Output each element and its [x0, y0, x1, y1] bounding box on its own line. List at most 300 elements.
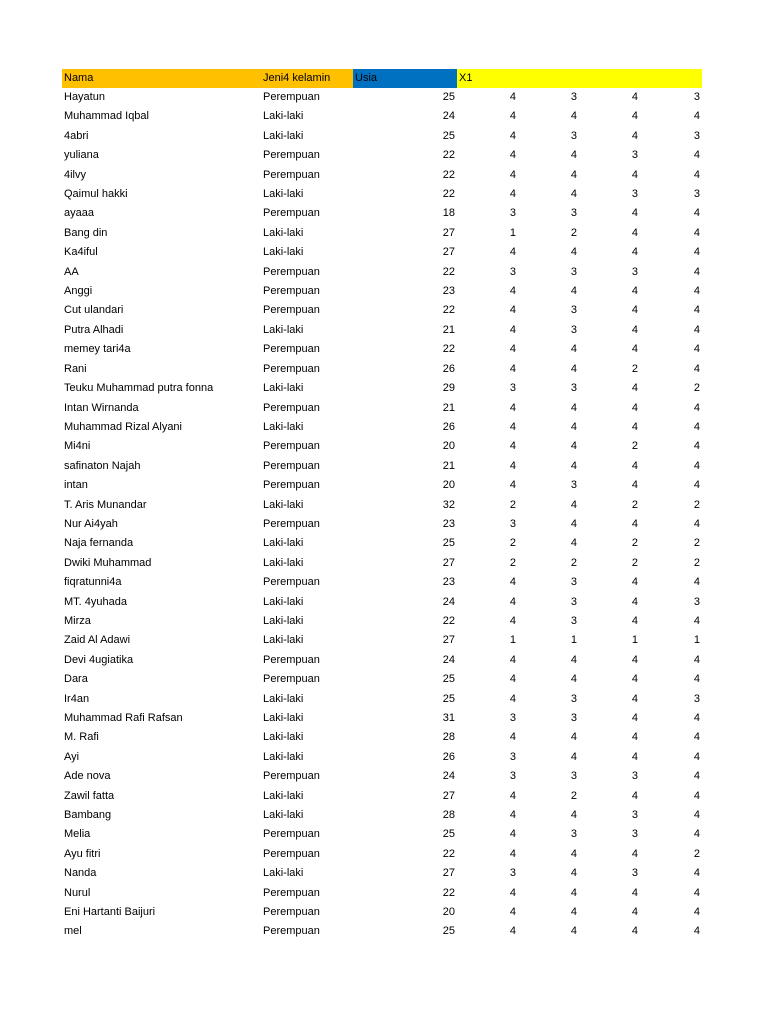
jenis-kelamin-cell[interactable]: Laki-laki — [263, 246, 304, 259]
x2-cell[interactable]: 3 — [570, 91, 577, 103]
nama-cell[interactable]: 4ilvy — [64, 168, 87, 181]
x4-cell[interactable]: 4 — [693, 479, 701, 492]
x2-cell[interactable]: 3 — [570, 692, 577, 705]
jenis-kelamin-cell[interactable]: Laki-laki — [263, 809, 304, 822]
usia-cell[interactable]: 27 — [442, 634, 455, 647]
x1-cell[interactable]: 4 — [509, 789, 516, 802]
x3-cell[interactable]: 4 — [631, 673, 638, 686]
x1-cell[interactable]: 4 — [509, 440, 516, 453]
usia-cell[interactable]: 31 — [442, 712, 455, 724]
jenis-kelamin-cell[interactable]: Laki-laki — [263, 731, 304, 744]
nama-cell[interactable]: fiqratunni4a — [64, 576, 122, 589]
usia-cell[interactable]: 28 — [442, 809, 455, 822]
x1-cell[interactable]: 3 — [509, 207, 516, 220]
x2-cell[interactable]: 4 — [570, 925, 577, 938]
x2-cell[interactable]: 4 — [570, 168, 577, 181]
usia-cell[interactable]: 25 — [442, 692, 455, 705]
x2-cell[interactable]: 3 — [570, 479, 577, 492]
x4-cell[interactable]: 4 — [693, 828, 701, 841]
x2-cell[interactable]: 4 — [570, 362, 577, 375]
nama-cell[interactable]: Intan Wirnanda — [64, 401, 139, 414]
x2-cell[interactable]: 2 — [570, 226, 577, 239]
x3-cell[interactable]: 4 — [631, 731, 638, 744]
x1-cell[interactable]: 4 — [509, 906, 516, 919]
x3-cell[interactable]: 4 — [631, 653, 638, 666]
nama-cell[interactable]: Devi 4ugiatika — [64, 653, 134, 666]
usia-cell[interactable]: 23 — [442, 285, 455, 298]
jenis-kelamin-cell[interactable]: Perempuan — [263, 847, 320, 860]
x3-cell[interactable]: 4 — [631, 886, 638, 899]
x3-cell[interactable]: 2 — [631, 498, 638, 511]
x2-cell[interactable]: 4 — [570, 731, 577, 744]
x3-cell[interactable]: 4 — [631, 246, 638, 259]
x4-cell[interactable]: 4 — [693, 886, 701, 899]
usia-cell[interactable]: 24 — [442, 595, 455, 608]
x3-cell[interactable]: 4 — [631, 323, 638, 336]
jenis-kelamin-cell[interactable]: Perempuan — [263, 517, 320, 530]
x2-cell[interactable]: 4 — [570, 653, 577, 666]
jenis-kelamin-cell[interactable]: Perempuan — [263, 440, 320, 453]
usia-cell[interactable]: 27 — [442, 789, 455, 802]
usia-cell[interactable]: 22 — [442, 304, 455, 317]
x3-cell[interactable]: 4 — [631, 343, 638, 356]
x2-cell[interactable]: 3 — [570, 712, 577, 724]
usia-cell[interactable]: 27 — [442, 246, 455, 259]
x3-cell[interactable]: 4 — [631, 789, 638, 802]
x2-cell[interactable]: 3 — [570, 382, 577, 395]
x1-cell[interactable]: 4 — [509, 847, 516, 860]
usia-cell[interactable]: 22 — [442, 847, 455, 860]
jenis-kelamin-cell[interactable]: Perempuan — [263, 459, 320, 472]
x3-cell[interactable]: 2 — [631, 362, 638, 375]
nama-cell[interactable]: Bambang — [64, 809, 112, 822]
x3-cell[interactable]: 3 — [631, 809, 638, 822]
x1-cell[interactable]: 4 — [509, 420, 516, 433]
x3-cell[interactable]: 2 — [631, 440, 638, 453]
x3-cell[interactable]: 2 — [631, 537, 638, 550]
usia-cell[interactable]: 25 — [442, 537, 455, 550]
x4-cell[interactable]: 4 — [693, 576, 701, 589]
x1-cell[interactable]: 2 — [509, 498, 516, 511]
nama-cell[interactable]: ayaaa — [64, 207, 94, 220]
x1-cell[interactable]: 4 — [509, 731, 516, 744]
x4-cell[interactable]: 4 — [693, 906, 701, 919]
usia-cell[interactable]: 22 — [442, 343, 455, 356]
usia-cell[interactable]: 32 — [442, 498, 455, 511]
jenis-kelamin-cell[interactable]: Perempuan — [263, 207, 320, 220]
header-nama[interactable]: Nama — [62, 69, 261, 88]
nama-cell[interactable]: Ayi — [64, 750, 80, 763]
x1-cell[interactable]: 3 — [509, 867, 516, 880]
nama-cell[interactable]: Putra Alhadi — [64, 323, 124, 336]
x4-cell[interactable]: 4 — [693, 149, 701, 162]
nama-cell[interactable]: Mirza — [64, 614, 91, 627]
jenis-kelamin-cell[interactable]: Laki-laki — [263, 867, 304, 880]
usia-cell[interactable]: 22 — [442, 168, 455, 181]
usia-cell[interactable]: 23 — [442, 576, 455, 589]
x3-cell[interactable]: 4 — [631, 595, 638, 608]
x1-cell[interactable]: 3 — [509, 712, 516, 724]
nama-cell[interactable]: Zawil fatta — [64, 789, 115, 802]
x4-cell[interactable]: 4 — [693, 673, 701, 686]
x3-cell[interactable]: 4 — [631, 110, 638, 123]
nama-cell[interactable]: Zaid Al Adawi — [64, 634, 131, 647]
usia-cell[interactable]: 20 — [442, 440, 455, 453]
x4-cell[interactable]: 4 — [693, 168, 701, 181]
usia-cell[interactable]: 22 — [442, 886, 455, 899]
x1-cell[interactable]: 4 — [509, 246, 516, 259]
x3-cell[interactable]: 4 — [631, 517, 638, 530]
x1-cell[interactable]: 4 — [509, 362, 516, 375]
usia-cell[interactable]: 24 — [442, 770, 455, 783]
x3-cell[interactable]: 3 — [631, 867, 638, 880]
usia-cell[interactable]: 23 — [442, 517, 455, 530]
nama-cell[interactable]: Teuku Muhammad putra fonna — [64, 382, 214, 395]
x1-cell[interactable]: 4 — [509, 343, 516, 356]
x2-cell[interactable]: 4 — [570, 110, 577, 123]
x1-cell[interactable]: 4 — [509, 304, 516, 317]
nama-cell[interactable]: T. Aris Munandar — [64, 498, 147, 511]
jenis-kelamin-cell[interactable]: Laki-laki — [263, 537, 304, 550]
x1-cell[interactable]: 3 — [509, 750, 516, 763]
x4-cell[interactable]: 3 — [693, 692, 701, 705]
nama-cell[interactable]: Nur Ai4yah — [64, 517, 118, 530]
nama-cell[interactable]: Muhammad Rizal Alyani — [64, 420, 182, 433]
jenis-kelamin-cell[interactable]: Perempuan — [263, 828, 320, 841]
x2-cell[interactable]: 4 — [570, 673, 577, 686]
x2-cell[interactable]: 4 — [570, 459, 577, 472]
x4-cell[interactable]: 1 — [693, 634, 701, 647]
x2-cell[interactable]: 4 — [570, 246, 577, 259]
nama-cell[interactable]: Hayatun — [64, 91, 105, 103]
x2-cell[interactable]: 3 — [570, 265, 577, 278]
usia-cell[interactable]: 22 — [442, 149, 455, 162]
x1-cell[interactable]: 4 — [509, 809, 516, 822]
x3-cell[interactable]: 4 — [631, 129, 638, 142]
jenis-kelamin-cell[interactable]: Laki-laki — [263, 712, 304, 724]
x2-cell[interactable]: 4 — [570, 867, 577, 880]
x2-cell[interactable]: 3 — [570, 614, 577, 627]
x3-cell[interactable]: 4 — [631, 906, 638, 919]
jenis-kelamin-cell[interactable]: Laki-laki — [263, 556, 304, 569]
jenis-kelamin-cell[interactable]: Perempuan — [263, 479, 320, 492]
usia-cell[interactable]: 26 — [442, 750, 455, 763]
x4-cell[interactable]: 4 — [693, 246, 701, 259]
x4-cell[interactable]: 4 — [693, 925, 701, 938]
x4-cell[interactable]: 3 — [693, 188, 701, 201]
usia-cell[interactable]: 25 — [442, 828, 455, 841]
x1-cell[interactable]: 3 — [509, 382, 516, 395]
x3-cell[interactable]: 3 — [631, 828, 638, 841]
usia-cell[interactable]: 27 — [442, 556, 455, 569]
x3-cell[interactable]: 3 — [631, 265, 638, 278]
x2-cell[interactable]: 4 — [570, 847, 577, 860]
x1-cell[interactable]: 4 — [509, 925, 516, 938]
x1-cell[interactable]: 4 — [509, 828, 516, 841]
nama-cell[interactable]: Eni Hartanti Baijuri — [64, 906, 156, 919]
x4-cell[interactable]: 4 — [693, 420, 701, 433]
nama-cell[interactable]: Nanda — [64, 867, 97, 880]
x1-cell[interactable]: 4 — [509, 188, 516, 201]
x4-cell[interactable]: 4 — [693, 440, 701, 453]
x2-cell[interactable]: 4 — [570, 886, 577, 899]
nama-cell[interactable]: Ir4an — [64, 692, 90, 705]
x3-cell[interactable]: 4 — [631, 382, 638, 395]
x3-cell[interactable]: 4 — [631, 692, 638, 705]
jenis-kelamin-cell[interactable]: Perempuan — [263, 886, 320, 899]
x4-cell[interactable]: 3 — [693, 595, 701, 608]
jenis-kelamin-cell[interactable]: Perempuan — [263, 285, 320, 298]
x4-cell[interactable]: 4 — [693, 285, 701, 298]
nama-cell[interactable]: memey tari4a — [64, 343, 131, 356]
x2-cell[interactable]: 4 — [570, 809, 577, 822]
x3-cell[interactable]: 1 — [631, 634, 638, 647]
x3-cell[interactable]: 4 — [631, 420, 638, 433]
jenis-kelamin-cell[interactable]: Laki-laki — [263, 614, 304, 627]
x1-cell[interactable]: 4 — [509, 129, 516, 142]
usia-cell[interactable]: 22 — [442, 614, 455, 627]
usia-cell[interactable]: 18 — [442, 207, 455, 220]
jenis-kelamin-cell[interactable]: Laki-laki — [263, 750, 304, 763]
x2-cell[interactable]: 3 — [570, 595, 577, 608]
x3-cell[interactable]: 4 — [631, 459, 638, 472]
usia-cell[interactable]: 26 — [442, 362, 455, 375]
x2-cell[interactable]: 3 — [570, 129, 577, 142]
usia-cell[interactable]: 22 — [442, 188, 455, 201]
jenis-kelamin-cell[interactable]: Laki-laki — [263, 129, 304, 142]
x2-cell[interactable]: 4 — [570, 188, 577, 201]
x2-cell[interactable]: 4 — [570, 750, 577, 763]
usia-cell[interactable]: 25 — [442, 129, 455, 142]
jenis-kelamin-cell[interactable]: Perempuan — [263, 362, 320, 375]
x4-cell[interactable]: 2 — [693, 847, 701, 860]
x1-cell[interactable]: 4 — [509, 110, 516, 123]
nama-cell[interactable]: Cut ulandari — [64, 304, 124, 317]
x4-cell[interactable]: 4 — [693, 401, 701, 414]
x1-cell[interactable]: 4 — [509, 459, 516, 472]
x1-cell[interactable]: 3 — [509, 265, 516, 278]
nama-cell[interactable]: AA — [64, 265, 79, 278]
x3-cell[interactable]: 4 — [631, 614, 638, 627]
jenis-kelamin-cell[interactable]: Perempuan — [263, 770, 320, 783]
x1-cell[interactable]: 4 — [509, 285, 516, 298]
x4-cell[interactable]: 4 — [693, 809, 701, 822]
x2-cell[interactable]: 3 — [570, 207, 577, 220]
usia-cell[interactable]: 24 — [442, 653, 455, 666]
nama-cell[interactable]: Rani — [64, 362, 87, 375]
x3-cell[interactable]: 4 — [631, 750, 638, 763]
jenis-kelamin-cell[interactable]: Perempuan — [263, 653, 320, 666]
x4-cell[interactable]: 2 — [693, 537, 701, 550]
jenis-kelamin-cell[interactable]: Laki-laki — [263, 110, 304, 123]
jenis-kelamin-cell[interactable]: Laki-laki — [263, 382, 304, 395]
x3-cell[interactable]: 4 — [631, 576, 638, 589]
nama-cell[interactable]: safinaton Najah — [64, 459, 141, 472]
x2-cell[interactable]: 4 — [570, 440, 577, 453]
x3-cell[interactable]: 4 — [631, 285, 638, 298]
x3-cell[interactable]: 3 — [631, 188, 638, 201]
x4-cell[interactable]: 4 — [693, 362, 701, 375]
usia-cell[interactable]: 25 — [442, 925, 455, 938]
nama-cell[interactable]: Ka4iful — [64, 246, 98, 259]
x4-cell[interactable]: 4 — [693, 789, 701, 802]
x2-cell[interactable]: 2 — [570, 789, 577, 802]
x1-cell[interactable]: 4 — [509, 149, 516, 162]
nama-cell[interactable]: Nurul — [64, 886, 91, 899]
nama-cell[interactable]: MT. 4yuhada — [64, 595, 127, 608]
x4-cell[interactable]: 4 — [693, 265, 701, 278]
jenis-kelamin-cell[interactable]: Perempuan — [263, 304, 320, 317]
x3-cell[interactable]: 4 — [631, 226, 638, 239]
nama-cell[interactable]: Dara — [64, 673, 88, 686]
usia-cell[interactable]: 27 — [442, 867, 455, 880]
jenis-kelamin-cell[interactable]: Perempuan — [263, 401, 320, 414]
x3-cell[interactable]: 4 — [631, 479, 638, 492]
x2-cell[interactable]: 3 — [570, 304, 577, 317]
nama-cell[interactable]: 4abri — [64, 129, 89, 142]
jenis-kelamin-cell[interactable]: Perempuan — [263, 149, 320, 162]
jenis-kelamin-cell[interactable]: Laki-laki — [263, 634, 304, 647]
x1-cell[interactable]: 4 — [509, 614, 516, 627]
x3-cell[interactable]: 4 — [631, 168, 638, 181]
x4-cell[interactable]: 4 — [693, 304, 701, 317]
x1-cell[interactable]: 4 — [509, 401, 516, 414]
x4-cell[interactable]: 4 — [693, 731, 701, 744]
x2-cell[interactable]: 1 — [570, 634, 577, 647]
jenis-kelamin-cell[interactable]: Perempuan — [263, 168, 320, 181]
nama-cell[interactable]: Bang din — [64, 226, 108, 239]
x2-cell[interactable]: 4 — [570, 285, 577, 298]
x3-cell[interactable]: 3 — [631, 770, 638, 783]
x2-cell[interactable]: 4 — [570, 343, 577, 356]
x2-cell[interactable]: 3 — [570, 576, 577, 589]
jenis-kelamin-cell[interactable]: Perempuan — [263, 576, 320, 589]
x4-cell[interactable]: 4 — [693, 226, 701, 239]
x3-cell[interactable]: 2 — [631, 556, 638, 569]
nama-cell[interactable]: Ayu fitri — [64, 847, 101, 860]
nama-cell[interactable]: Mi4ni — [64, 440, 91, 453]
x2-cell[interactable]: 4 — [570, 149, 577, 162]
x4-cell[interactable]: 4 — [693, 110, 701, 123]
x1-cell[interactable]: 1 — [509, 634, 516, 647]
x2-cell[interactable]: 3 — [570, 828, 577, 841]
jenis-kelamin-cell[interactable]: Laki-laki — [263, 789, 304, 802]
jenis-kelamin-cell[interactable]: Laki-laki — [263, 323, 304, 336]
usia-cell[interactable]: 24 — [442, 110, 455, 123]
usia-cell[interactable]: 20 — [442, 906, 455, 919]
usia-cell[interactable]: 26 — [442, 420, 455, 433]
jenis-kelamin-cell[interactable]: Perempuan — [263, 673, 320, 686]
x4-cell[interactable]: 4 — [693, 207, 701, 220]
nama-cell[interactable]: M. Rafi — [64, 731, 99, 744]
x3-cell[interactable]: 4 — [631, 207, 638, 220]
x2-cell[interactable]: 4 — [570, 498, 577, 511]
usia-cell[interactable]: 25 — [442, 673, 455, 686]
nama-cell[interactable]: Muhammad Rafi Rafsan — [64, 712, 183, 724]
usia-cell[interactable]: 28 — [442, 731, 455, 744]
jenis-kelamin-cell[interactable]: Laki-laki — [263, 420, 304, 433]
x4-cell[interactable]: 4 — [693, 712, 701, 724]
usia-cell[interactable]: 21 — [442, 323, 455, 336]
nama-cell[interactable]: Naja fernanda — [64, 537, 134, 550]
nama-cell[interactable]: intan — [64, 479, 88, 492]
usia-cell[interactable]: 20 — [442, 479, 455, 492]
usia-cell[interactable]: 25 — [442, 91, 455, 103]
x2-cell[interactable]: 4 — [570, 517, 577, 530]
x3-cell[interactable]: 3 — [631, 149, 638, 162]
x1-cell[interactable]: 4 — [509, 595, 516, 608]
x2-cell[interactable]: 2 — [570, 556, 577, 569]
usia-cell[interactable]: 27 — [442, 226, 455, 239]
x2-cell[interactable]: 4 — [570, 420, 577, 433]
nama-cell[interactable]: Muhammad Iqbal — [64, 110, 149, 123]
usia-cell[interactable]: 22 — [442, 265, 455, 278]
jenis-kelamin-cell[interactable]: Laki-laki — [263, 692, 304, 705]
usia-cell[interactable]: 21 — [442, 459, 455, 472]
jenis-kelamin-cell[interactable]: Laki-laki — [263, 595, 304, 608]
jenis-kelamin-cell[interactable]: Perempuan — [263, 265, 320, 278]
usia-cell[interactable]: 21 — [442, 401, 455, 414]
jenis-kelamin-cell[interactable]: Perempuan — [263, 906, 320, 919]
x4-cell[interactable]: 3 — [693, 129, 701, 142]
x1-cell[interactable]: 4 — [509, 479, 516, 492]
x4-cell[interactable]: 4 — [693, 459, 701, 472]
x2-cell[interactable]: 4 — [570, 906, 577, 919]
x3-cell[interactable]: 4 — [631, 91, 638, 103]
x1-cell[interactable]: 4 — [509, 323, 516, 336]
jenis-kelamin-cell[interactable]: Perempuan — [263, 91, 320, 103]
x3-cell[interactable]: 4 — [631, 304, 638, 317]
x1-cell[interactable]: 2 — [509, 556, 516, 569]
x4-cell[interactable]: 3 — [693, 91, 701, 103]
x1-cell[interactable]: 4 — [509, 673, 516, 686]
header-jenis-kelamin[interactable]: Jeni4 kelamin — [261, 69, 353, 88]
nama-cell[interactable]: Dwiki Muhammad — [64, 556, 152, 569]
jenis-kelamin-cell[interactable]: Perempuan — [263, 925, 320, 938]
nama-cell[interactable]: Melia — [64, 828, 91, 841]
nama-cell[interactable]: mel — [64, 925, 82, 938]
x1-cell[interactable]: 4 — [509, 692, 516, 705]
x2-cell[interactable]: 4 — [570, 401, 577, 414]
x1-cell[interactable]: 4 — [509, 91, 516, 103]
x4-cell[interactable]: 4 — [693, 614, 701, 627]
jenis-kelamin-cell[interactable]: Perempuan — [263, 343, 320, 356]
usia-cell[interactable]: 29 — [442, 382, 455, 395]
x1-cell[interactable]: 2 — [509, 537, 516, 550]
x4-cell[interactable]: 4 — [693, 517, 701, 530]
x1-cell[interactable]: 4 — [509, 576, 516, 589]
nama-cell[interactable]: Anggi — [64, 285, 93, 298]
x1-cell[interactable]: 4 — [509, 653, 516, 666]
x3-cell[interactable]: 4 — [631, 401, 638, 414]
nama-cell[interactable]: Qaimul hakki — [64, 188, 128, 201]
jenis-kelamin-cell[interactable]: Laki-laki — [263, 498, 304, 511]
x2-cell[interactable]: 4 — [570, 537, 577, 550]
x2-cell[interactable]: 3 — [570, 323, 577, 336]
x4-cell[interactable]: 4 — [693, 343, 701, 356]
x4-cell[interactable]: 4 — [693, 323, 701, 336]
x1-cell[interactable]: 3 — [509, 517, 516, 530]
nama-cell[interactable]: Ade nova — [64, 770, 111, 783]
header-usia[interactable]: Usia — [353, 69, 457, 88]
jenis-kelamin-cell[interactable]: Laki-laki — [263, 226, 304, 239]
header-x1[interactable]: X1 — [457, 69, 702, 88]
x3-cell[interactable]: 4 — [631, 925, 638, 938]
x3-cell[interactable]: 4 — [631, 847, 638, 860]
x1-cell[interactable]: 4 — [509, 886, 516, 899]
x1-cell[interactable]: 1 — [509, 226, 516, 239]
x3-cell[interactable]: 4 — [631, 712, 638, 724]
